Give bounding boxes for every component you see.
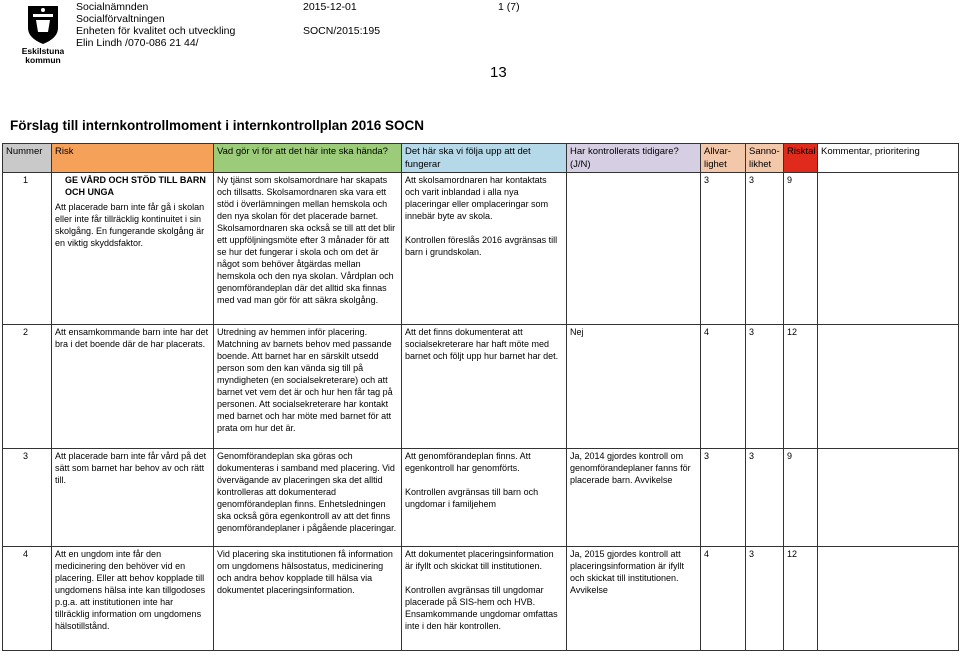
severity-cell: 3 [701, 449, 746, 547]
risktal-cell: 9 [784, 173, 818, 325]
logo-text-1: Eskilstuna [22, 46, 64, 56]
header-followup: Det här ska vi följa upp att det fungerar [402, 144, 567, 173]
risk-cell: Att placerade barn inte får vård på det sätt som barnet har behov av och rätt till. [52, 449, 214, 547]
table-row [3, 325, 959, 449]
followup-cell: Att det finns dokumenterat att socialsekreterare har haft möte med barnet och följt upp hur barnet har det. [402, 325, 567, 449]
severity-cell: 4 [701, 547, 746, 651]
header-severity: Allvar-lighet [701, 144, 746, 173]
header-risk: Risk [52, 144, 214, 173]
header-reference: SOCN/2015:195 [303, 25, 381, 37]
risktal-cell: 12 [784, 325, 818, 449]
header-date: 2015-12-01 [303, 1, 357, 13]
internal-control-table [2, 143, 959, 651]
comment-cell [818, 547, 959, 651]
header-unit: Enheten för kvalitet och utveckling [76, 25, 236, 37]
followup-scope: Kontrollen avgränsas till ungdomar placerade på SIS-hem och HVB. Ensamkommande ungdomar omfattas inte i den här kontrollen. [405, 585, 558, 631]
action-cell: Utredning av hemmen inför placering. Matchning av barnets behov med passande boende. Att barnet har en särskilt utsedd person som den kan vända sig till på myndigheten (en socialsekreterare) och att barnet vet vem det är och hur hen får tag på personen. Att socialsekreterare har kontakt med barnet och har möte med barnet för att prata om hur det är. [214, 325, 402, 449]
comment-cell [818, 325, 959, 449]
header-department: Socialförvaltningen [76, 13, 165, 25]
header-nummer: Nummer [3, 144, 52, 173]
risk-cell: Att ensamkommande barn inte har det bra i det boende där de har placerats. [52, 325, 214, 449]
row-number: 2 [3, 325, 52, 449]
checked-cell: Ja, 2015 gjordes kontroll att placeringsinformation är ifyllt och skickat till institutionen. Avvikelse [567, 547, 701, 651]
header-likelihood: Sanno-likhet [746, 144, 784, 173]
likelihood-cell: 3 [746, 173, 784, 325]
header-risktal: Risktal [784, 144, 818, 173]
header-org: Socialnämnden [76, 1, 149, 13]
table-row [3, 173, 959, 325]
likelihood-cell: 3 [746, 449, 784, 547]
severity-cell: 4 [701, 325, 746, 449]
section-heading: GE VÅRD OCH STÖD TILL BARN OCH UNGA [65, 175, 206, 197]
followup-scope: Kontrollen föreslås 2016 avgränsas till barn i grundskolan. [405, 235, 558, 257]
row-number: 3 [3, 449, 52, 547]
severity-cell: 3 [701, 173, 746, 325]
risktal-cell: 12 [784, 547, 818, 651]
likelihood-cell: 3 [746, 547, 784, 651]
header-contact: Elin Lindh /070-086 21 44/ [76, 37, 199, 49]
header-checked: Har kontrollerats tidigare? (J/N) [567, 144, 701, 173]
action-cell: Genomförandeplan ska göras och dokumenteras i samband med placering. Vid övervägande av placeringen ska det alltid kontrolleras att dokumenterad genomförandeplan finns. Enhetsledningen ska också göra egenkontroll av att det finns genomförandeplaner i pågående placeringar. [214, 449, 402, 547]
followup-cell [402, 547, 567, 651]
document-title: Förslag till internkontrollmoment i internkontrollplan 2016 SOCN [10, 118, 425, 133]
logo-text-2: kommun [25, 55, 61, 64]
risk-text: Att placerade barn inte får gå i skolan eller inte får tillräcklig kontinuitet i sin skolgång. En fungerande skolgång är en viktig skyddsfaktor. [55, 202, 205, 248]
eskilstuna-logo [22, 2, 64, 64]
comment-cell [818, 173, 959, 325]
risk-cell: Att en ungdom inte får den medicinering den behöver vid en placering. Eller att behov kopplade till ungdomens hälsa inte kan tillgodoses p.g.a. att institutionen inte har tillräcklig information om ungdomens hälsotillstånd. [52, 547, 214, 651]
table-row [3, 547, 959, 651]
checked-cell [567, 173, 701, 325]
followup-cell [402, 173, 567, 325]
followup-scope: Kontrollen avgränsas till barn och ungdomar i familjehem [405, 487, 539, 509]
risk-cell [52, 173, 214, 325]
header-action: Vad gör vi för att det här inte ska hända? [214, 144, 402, 173]
header-page: 1 (7) [498, 1, 520, 13]
action-cell: Ny tjänst som skolsamordnare har skapats och tillsatts. Skolsamordnaren ska vara ett stöd i överlämningen mellan hemskola och den nya skolan för det placerade barnet. Skolsamordnaren ska också se till att det blir ett uppföljningsmöte efter 3 månader för att se hur det fungerar i skola och om det är något som behöver åtgärdas mellan hemskola och den nya skolan. Vårdplan och genomförandeplan där det alltid ska finnas med vad man gör för att säkra skolgång. [214, 173, 402, 325]
row-number: 4 [3, 547, 52, 651]
table-row [3, 449, 959, 547]
checked-cell: Nej [567, 325, 701, 449]
row-number: 1 [3, 173, 52, 325]
likelihood-cell: 3 [746, 325, 784, 449]
action-cell: Vid placering ska institutionen få information om ungdomens hälsostatus, medicinering och andra behov kopplade till hälsa via dokumentet placeringsinformation. [214, 547, 402, 651]
comment-cell [818, 449, 959, 547]
followup-text: Att skolsamordnaren har kontaktats och varit inblandad i alla nya placeringar eller omplaceringar som innebär byte av skola. [405, 175, 549, 221]
risktal-cell: 9 [784, 449, 818, 547]
followup-text: Att genomförandeplan finns. Att egenkontroll har genomförts. [405, 451, 531, 473]
page-number: 13 [490, 64, 507, 81]
followup-text: Att dokumentet placeringsinformation är ifyllt och skickat till institutionen. [405, 549, 554, 571]
checked-cell: Ja, 2014 gjordes kontroll om genomförandeplaner fanns för placerade barn. Avvikelse [567, 449, 701, 547]
header-comment: Kommentar, prioritering [818, 144, 959, 173]
followup-cell [402, 449, 567, 547]
